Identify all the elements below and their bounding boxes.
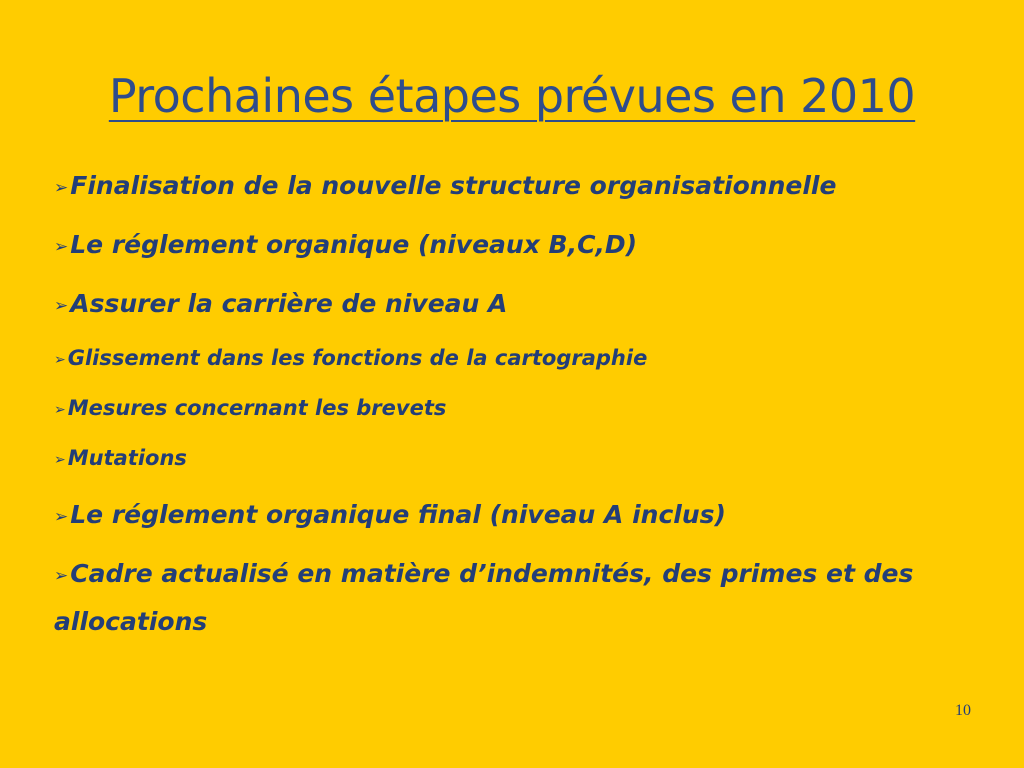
arrowhead-bullet-icon: ➢ xyxy=(54,237,69,257)
list-item xyxy=(54,222,974,270)
list-item xyxy=(54,441,974,477)
list-item-text: Glissement dans les fonctions de la cartographie xyxy=(67,346,648,370)
page-number: 10 xyxy=(955,702,971,719)
list-item xyxy=(54,551,954,645)
arrowhead-bullet-icon: ➢ xyxy=(54,402,66,418)
list-item-text: Finalisation de la nouvelle structure organisationnelle xyxy=(70,171,837,200)
slide-title: Prochaines étapes prévues en 2010 xyxy=(108,69,916,123)
list-item-text: Cadre actualisé en matière d’indemnités, des primes et des allocations xyxy=(54,559,914,636)
arrowhead-bullet-icon: ➢ xyxy=(54,452,66,468)
list-item-text: Mesures concernant les brevets xyxy=(67,396,447,420)
arrowhead-bullet-icon: ➢ xyxy=(54,296,69,316)
list-item xyxy=(54,391,974,427)
list-item-text: Le réglement organique (niveaux B,C,D) xyxy=(70,230,638,259)
arrowhead-bullet-icon: ➢ xyxy=(54,178,69,198)
list-item xyxy=(54,163,974,211)
arrowhead-bullet-icon: ➢ xyxy=(54,352,66,368)
list-item xyxy=(54,492,974,540)
arrowhead-bullet-icon: ➢ xyxy=(54,566,69,586)
list-item-text: Le réglement organique final (niveau A inclus) xyxy=(70,500,726,529)
arrowhead-bullet-icon: ➢ xyxy=(54,507,69,527)
list-item-text: Mutations xyxy=(67,446,187,470)
list-item-text: Assurer la carrière de niveau A xyxy=(70,289,508,318)
list-item xyxy=(54,341,974,377)
list-item xyxy=(54,281,974,329)
